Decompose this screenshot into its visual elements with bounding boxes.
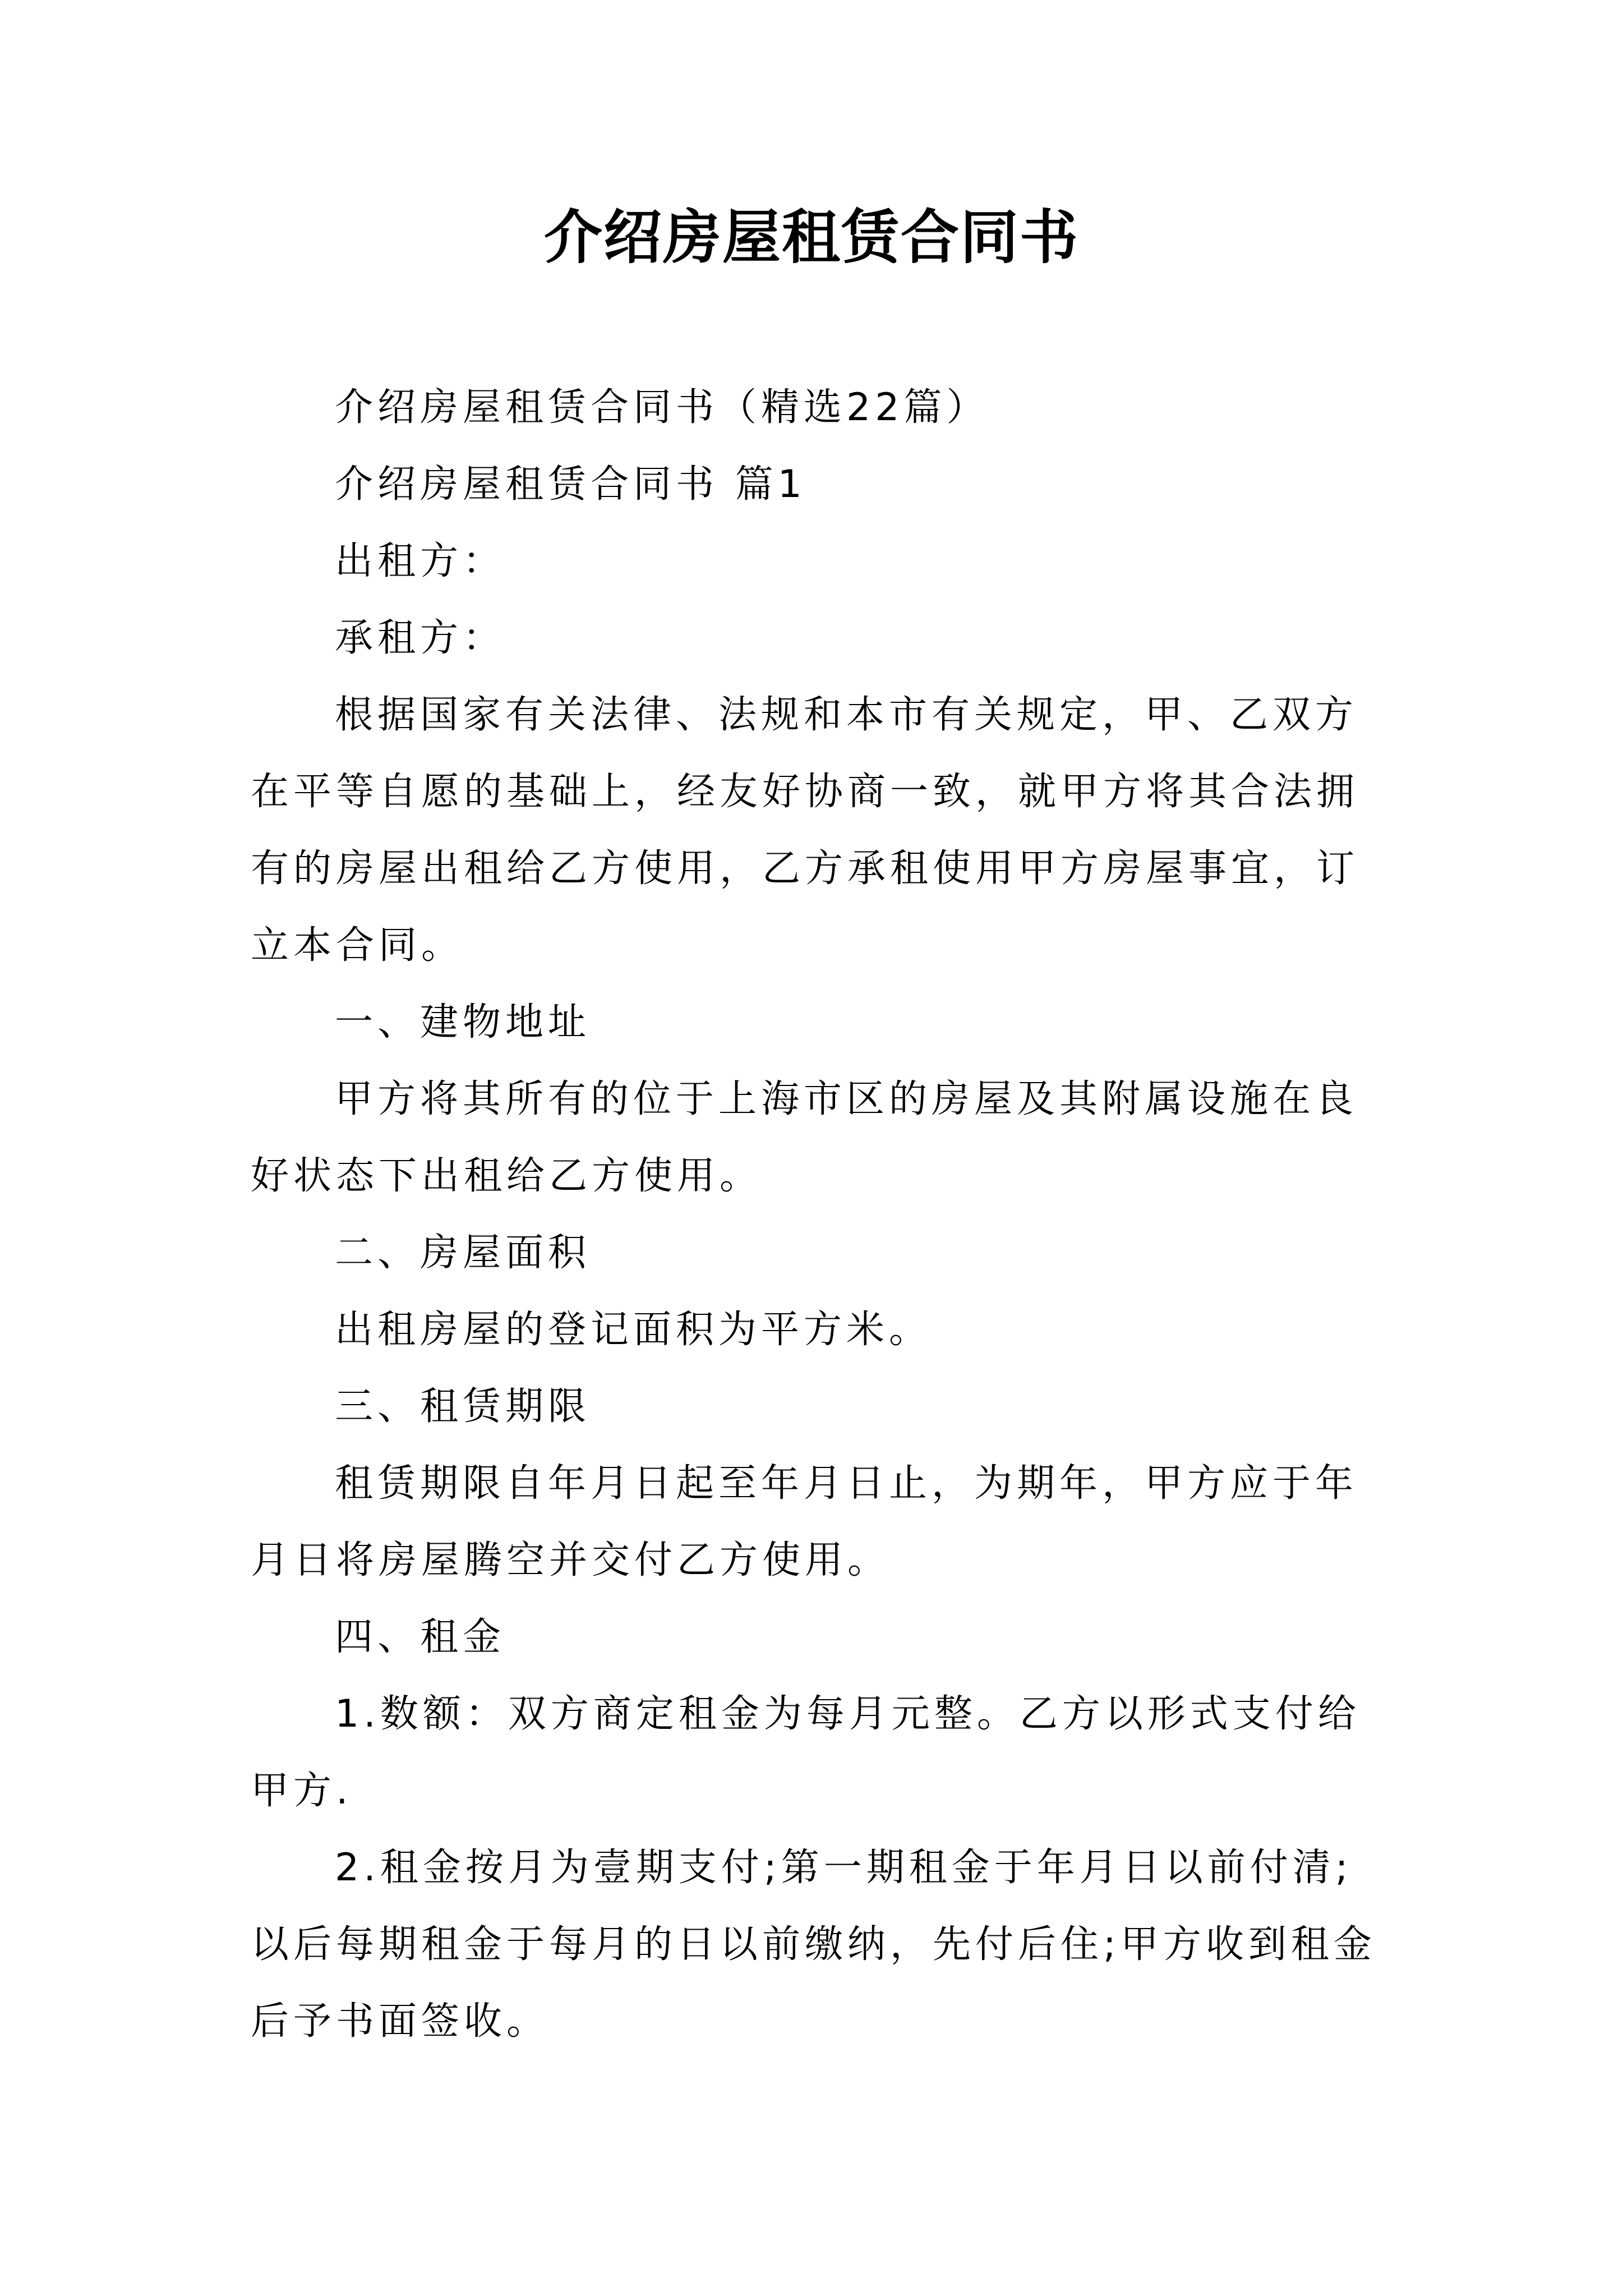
lessee-field: 承租方：: [335, 616, 506, 660]
clause-heading-rent: 四、租金: [335, 1615, 506, 1659]
clause-text-rent-payment: 2.租金按月为壹期支付;第一期租金于年月日以前付清;以后每期租金于每月的日以前缴纳，先付后住;甲方收到租金后予书面签收。: [251, 1846, 1376, 2044]
document-body: [251, 369, 1387, 2060]
subtitle-paragraph: 介绍房屋租赁合同书（精选22篇）: [335, 385, 989, 430]
clause-heading-area: 二、房屋面积: [335, 1231, 591, 1275]
clause-text-area: 出租房屋的登记面积为平方米。: [335, 1308, 932, 1352]
clause-text-address: 甲方将其所有的位于上海市区的房屋及其附属设施在良好状态下出租给乙方使用。: [251, 1077, 1358, 1198]
document-title: 介绍房屋租赁合同书: [543, 203, 1079, 272]
clause-heading-term: 三、租赁期限: [335, 1384, 591, 1429]
preamble-paragraph: 根据国家有关法律、法规和本市有关规定，甲、乙双方在平等自愿的基础上，经友好协商一致，就甲方将其合法拥有的房屋出租给乙方使用，乙方承租使用甲方房屋事宜，订立本合同。: [251, 693, 1359, 968]
clause-text-term: 租赁期限自年月日起至年月日止，为期年，甲方应于年月日将房屋腾空并交付乙方使用。: [251, 1461, 1358, 1582]
clause-heading-address: 一、建物地址: [335, 1000, 591, 1045]
clause-text-rent-amount: 1.数额：双方商定租金为每月元整。乙方以形式支付给甲方.: [251, 1692, 1361, 1813]
section-heading-part-1: 介绍房屋租赁合同书 篇1: [335, 462, 806, 507]
lessor-field: 出租方：: [335, 539, 506, 583]
